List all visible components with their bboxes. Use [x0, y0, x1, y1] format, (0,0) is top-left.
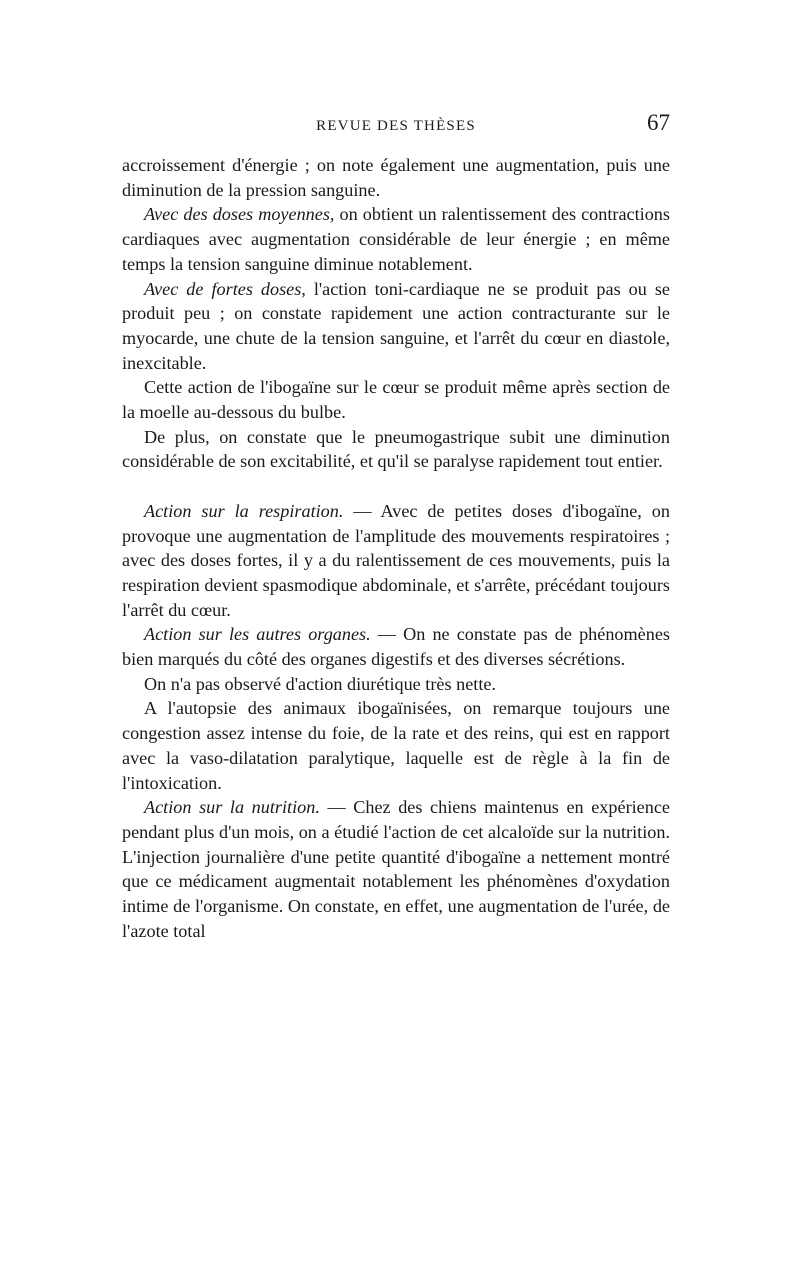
- paragraph-text: Cette action de l'ibogaïne sur le cœur se produit même après section de la moelle au-dessous du bulbe.: [122, 377, 670, 423]
- paragraph: [122, 277, 670, 376]
- paragraph: [122, 375, 670, 424]
- paragraph-text: — On ne constate pas de phénomènes bien marqués du côté des organes digestifs et des diverses sécrétions.: [122, 624, 670, 670]
- paragraph-text: accroissement d'énergie ; on note également une augmentation, puis une diminution de la pression sanguine.: [122, 155, 670, 200]
- paragraph-text: A l'autopsie des animaux ibogaïnisées, on remarque toujours une congestion assez intense du foie, de la rate et des reins, qui est en rapport avec la vaso-dilatation paralytique, laquelle est de règle à la fin de l'intoxication.: [122, 698, 670, 793]
- paragraph-lead: Action sur la nutrition.: [144, 797, 320, 818]
- paragraph: [122, 696, 670, 795]
- body-text: [122, 153, 670, 943]
- running-head: [122, 110, 670, 144]
- paragraph-text: l'action toni-cardiaque ne se produit pas ou se produit peu ; on constate rapidement une action contracturante sur le myocarde, une chute de la tension sanguine, et l'arrêt du cœur en diastole, inexcitable.: [122, 278, 670, 373]
- paragraph-text: — Avec de petites doses d'ibogaïne, on provoque une augmentation de l'amplitude des mouvements respiratoires ; avec des doses fortes, il y a du ralentissement de ces mouvements, puis la respiration devient spasmodique abdominale, et s'arrête, précédant toujours l'arrêt du cœur.: [122, 500, 670, 620]
- page-number: 67: [647, 110, 670, 135]
- paragraph-lead: Avec des doses moyennes,: [144, 204, 335, 225]
- paragraph: [122, 153, 670, 202]
- paragraph-text: on obtient un ralentissement des contractions cardiaques avec augmentation considérable de leur énergie ; en même temps la tension sanguine diminue notablement.: [122, 204, 670, 274]
- paragraph-text: — Chez des chiens maintenus en expérience pendant plus d'un mois, on a étudié l'action de cet alcaloïde sur la nutrition. L'injection journalière d'une petite quantité d'ibogaïne a nettement montré que ce médicament augmentait notablement les phénomènes d'oxydation intime de l'organisme. On constate, en effet, une augmentation de l'urée, de l'azote total: [122, 797, 670, 941]
- paragraph-lead: Action sur la respiration.: [144, 500, 344, 521]
- paragraph: [122, 672, 670, 697]
- paragraph: [122, 425, 670, 474]
- paragraph: [122, 622, 670, 671]
- paragraph-lead: Action sur les autres organes.: [144, 624, 371, 645]
- paragraph-lead: Avec de fortes doses,: [144, 278, 306, 299]
- paragraph: [122, 499, 670, 623]
- paragraph: [122, 795, 670, 943]
- paragraph-text: De plus, on constate que le pneumogastrique subit une diminution considérable de son excitabilité, et qu'il se paralyse rapidement tout entier.: [122, 426, 670, 472]
- running-head-title: REVUE DES THÈSES: [316, 118, 476, 134]
- paragraph-text: On n'a pas observé d'action diurétique très nette.: [144, 673, 497, 694]
- paragraph: [122, 202, 670, 276]
